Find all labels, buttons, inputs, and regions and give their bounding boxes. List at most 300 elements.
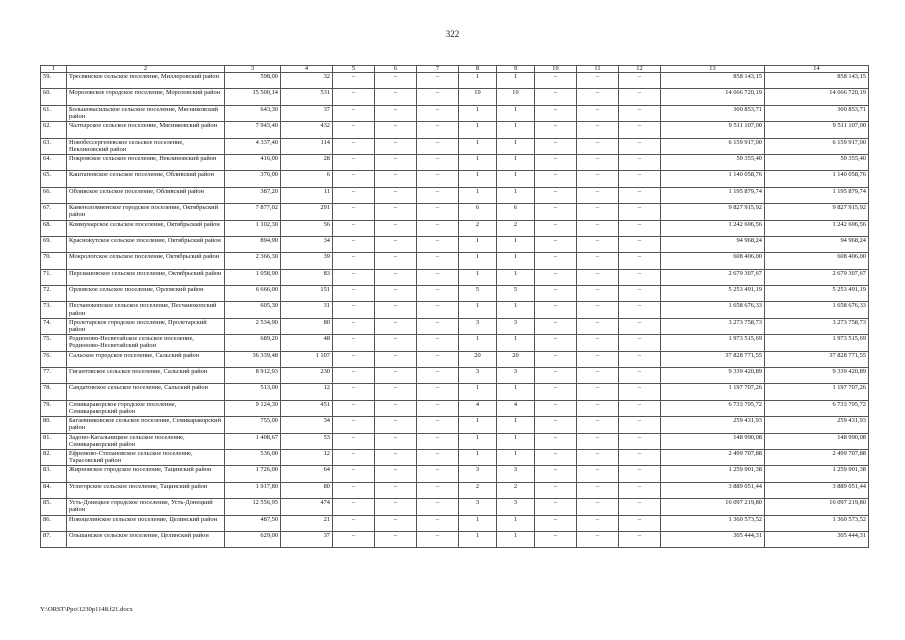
header-cell: 2 (67, 66, 225, 73)
col-11-cell: – (577, 335, 619, 351)
col-12-cell: – (619, 531, 661, 547)
residents-cell: 34 (281, 236, 333, 252)
settlement-name-cell: Усть-Донецкое городское поселение, Усть-Донецкий район (67, 499, 225, 515)
col-5-cell: – (333, 384, 375, 400)
table-row (41, 138, 869, 154)
settlement-name-cell: Новоцелинское сельское поселение, Целинский район (67, 515, 225, 531)
col-7-cell: – (417, 204, 459, 220)
area-cell: 598,00 (225, 73, 281, 89)
col-11-cell: – (577, 253, 619, 269)
col-12-cell: – (619, 335, 661, 351)
houses-count-2-cell: 2 (497, 482, 535, 498)
total-cost-2-cell: 1 242 606,56 (765, 220, 869, 236)
col-6-cell: – (375, 515, 417, 531)
row-number-cell: 83. (41, 466, 67, 482)
col-5-cell: – (333, 220, 375, 236)
houses-count-cell: 1 (459, 105, 497, 121)
row-number-cell: 61. (41, 105, 67, 121)
residents-cell: 64 (281, 466, 333, 482)
col-12-cell: – (619, 286, 661, 302)
col-11-cell: – (577, 89, 619, 105)
houses-count-cell: 1 (459, 531, 497, 547)
settlement-name-cell: Мокрологское сельское поселение, Октябрьский район (67, 253, 225, 269)
col-11-cell: – (577, 531, 619, 547)
residents-cell: 114 (281, 138, 333, 154)
settlement-name-cell: Морозовское городское поселение, Морозовский район (67, 89, 225, 105)
area-cell: 2 534,90 (225, 318, 281, 334)
area-cell: 487,50 (225, 515, 281, 531)
col-12-cell: – (619, 105, 661, 121)
table-row (41, 400, 869, 416)
area-cell: 8 912,93 (225, 368, 281, 384)
total-cost-2-cell: 1 658 676,33 (765, 302, 869, 318)
col-6-cell: – (375, 253, 417, 269)
residents-cell: 32 (281, 73, 333, 89)
row-number-cell: 80. (41, 417, 67, 433)
table-row (41, 335, 869, 351)
header-cell: 1 (41, 66, 67, 73)
header-cell: 4 (281, 66, 333, 73)
houses-count-cell: 3 (459, 318, 497, 334)
residents-cell: 151 (281, 286, 333, 302)
col-11-cell: – (577, 138, 619, 154)
row-number-cell: 65. (41, 171, 67, 187)
col-11-cell: – (577, 220, 619, 236)
header-cell: 14 (765, 66, 869, 73)
col-11-cell: – (577, 368, 619, 384)
col-7-cell: – (417, 433, 459, 449)
col-11-cell: – (577, 449, 619, 465)
houses-count-2-cell: 1 (497, 236, 535, 252)
houses-count-cell: 5 (459, 286, 497, 302)
residents-cell: 80 (281, 318, 333, 334)
houses-count-cell: 1 (459, 171, 497, 187)
settlement-name-cell: Гигантовское сельское поселение, Сальский район (67, 368, 225, 384)
total-cost-cell: 148 990,08 (661, 433, 765, 449)
houses-count-2-cell: 3 (497, 318, 535, 334)
table-row (41, 318, 869, 334)
area-cell: 416,00 (225, 154, 281, 170)
area-cell: 1 408,67 (225, 433, 281, 449)
houses-count-2-cell: 1 (497, 335, 535, 351)
houses-count-2-cell: 1 (497, 384, 535, 400)
col-10-cell: – (535, 220, 577, 236)
col-5-cell: – (333, 89, 375, 105)
residents-cell: 291 (281, 204, 333, 220)
residents-cell: 474 (281, 499, 333, 515)
col-5-cell: – (333, 515, 375, 531)
residents-cell: 28 (281, 154, 333, 170)
table-row (41, 466, 869, 482)
area-cell: 9 124,30 (225, 400, 281, 416)
row-number-cell: 60. (41, 89, 67, 105)
col-10-cell: – (535, 335, 577, 351)
col-7-cell: – (417, 154, 459, 170)
total-cost-2-cell: 2 679 307,67 (765, 269, 869, 285)
col-10-cell: – (535, 73, 577, 89)
houses-count-2-cell: 1 (497, 73, 535, 89)
col-6-cell: – (375, 122, 417, 138)
col-7-cell: – (417, 171, 459, 187)
total-cost-cell: 16 097 219,80 (661, 499, 765, 515)
settlement-name-cell: Багаевниковское сельское поселение, Семикаракорский район (67, 417, 225, 433)
area-cell: 755,00 (225, 417, 281, 433)
houses-count-cell: 1 (459, 236, 497, 252)
houses-count-cell: 1 (459, 433, 497, 449)
col-7-cell: – (417, 286, 459, 302)
settlement-name-cell: Каменоломненское городское поселение, Октябрьский район (67, 204, 225, 220)
total-cost-2-cell: 5 253 491,19 (765, 286, 869, 302)
houses-count-2-cell: 1 (497, 302, 535, 318)
col-12-cell: – (619, 89, 661, 105)
houses-count-cell: 1 (459, 187, 497, 203)
houses-count-cell: 1 (459, 449, 497, 465)
header-cell: 7 (417, 66, 459, 73)
area-cell: 689,20 (225, 335, 281, 351)
col-10-cell: – (535, 318, 577, 334)
row-number-cell: 62. (41, 122, 67, 138)
col-10-cell: – (535, 433, 577, 449)
col-7-cell: – (417, 89, 459, 105)
total-cost-cell: 305 444,31 (661, 531, 765, 547)
col-11-cell: – (577, 351, 619, 367)
settlement-name-cell: Семикаракорское городское поселение, Семикаракорский район (67, 400, 225, 416)
houses-count-2-cell: 3 (497, 466, 535, 482)
houses-count-cell: 1 (459, 122, 497, 138)
col-10-cell: – (535, 253, 577, 269)
area-cell: 643,30 (225, 105, 281, 121)
col-7-cell: – (417, 73, 459, 89)
settlement-name-cell: Ефремово-Степановское сельское поселение, Тарасовский район (67, 449, 225, 465)
table-row (41, 187, 869, 203)
total-cost-2-cell: 6 733 795,72 (765, 400, 869, 416)
col-6-cell: – (375, 73, 417, 89)
table-row (41, 286, 869, 302)
col-5-cell: – (333, 73, 375, 89)
residents-cell: 11 (281, 187, 333, 203)
residents-cell: 37 (281, 105, 333, 121)
total-cost-2-cell: 1 973 515,69 (765, 335, 869, 351)
col-10-cell: – (535, 368, 577, 384)
col-6-cell: – (375, 400, 417, 416)
col-12-cell: – (619, 269, 661, 285)
houses-count-cell: 1 (459, 154, 497, 170)
area-cell: 36 339,48 (225, 351, 281, 367)
header-cell: 5 (333, 66, 375, 73)
residents-cell: 21 (281, 515, 333, 531)
total-cost-cell: 59 355,40 (661, 154, 765, 170)
col-5-cell: – (333, 105, 375, 121)
houses-count-cell: 2 (459, 482, 497, 498)
residents-cell: 451 (281, 400, 333, 416)
settlement-name-cell: Тресвянское сельское поселение, Миллеровский район (67, 73, 225, 89)
total-cost-2-cell: 16 097 219,80 (765, 499, 869, 515)
col-5-cell: – (333, 417, 375, 433)
col-7-cell: – (417, 138, 459, 154)
col-10-cell: – (535, 269, 577, 285)
row-number-cell: 74. (41, 318, 67, 334)
table-row (41, 171, 869, 187)
col-6-cell: – (375, 482, 417, 498)
area-cell: 1 058,90 (225, 269, 281, 285)
table-row (41, 253, 869, 269)
col-5-cell: – (333, 154, 375, 170)
area-cell: 1 102,30 (225, 220, 281, 236)
col-5-cell: – (333, 400, 375, 416)
col-7-cell: – (417, 220, 459, 236)
col-11-cell: – (577, 417, 619, 433)
houses-count-2-cell: 1 (497, 417, 535, 433)
total-cost-2-cell: 9 511 107,00 (765, 122, 869, 138)
total-cost-2-cell: 3 889 051,44 (765, 482, 869, 498)
col-6-cell: – (375, 368, 417, 384)
col-7-cell: – (417, 400, 459, 416)
total-cost-cell: 858 143,15 (661, 73, 765, 89)
total-cost-cell: 2 679 307,67 (661, 269, 765, 285)
col-10-cell: – (535, 187, 577, 203)
total-cost-cell: 3 889 051,44 (661, 482, 765, 498)
col-10-cell: – (535, 515, 577, 531)
residents-cell: 83 (281, 269, 333, 285)
col-7-cell: – (417, 351, 459, 367)
area-cell: 7 943,40 (225, 122, 281, 138)
area-cell: 376,00 (225, 171, 281, 187)
col-5-cell: – (333, 187, 375, 203)
col-5-cell: – (333, 269, 375, 285)
houses-count-2-cell: 1 (497, 122, 535, 138)
residents-cell: 80 (281, 482, 333, 498)
total-cost-cell: 9 827 915,92 (661, 204, 765, 220)
houses-count-cell: 1 (459, 302, 497, 318)
col-11-cell: – (577, 286, 619, 302)
col-6-cell: – (375, 236, 417, 252)
table-row (41, 384, 869, 400)
row-number-cell: 87. (41, 531, 67, 547)
col-5-cell: – (333, 318, 375, 334)
houses-count-2-cell: 3 (497, 368, 535, 384)
col-6-cell: – (375, 154, 417, 170)
total-cost-2-cell: 608 406,00 (765, 253, 869, 269)
residents-cell: 48 (281, 335, 333, 351)
settlement-name-cell: Сандатовское сельское поселение, Сальский район (67, 384, 225, 400)
table-row (41, 204, 869, 220)
col-5-cell: – (333, 171, 375, 187)
col-10-cell: – (535, 286, 577, 302)
total-cost-cell: 1 140 058,76 (661, 171, 765, 187)
area-cell: 7 877,02 (225, 204, 281, 220)
total-cost-cell: 9 511 107,00 (661, 122, 765, 138)
col-10-cell: – (535, 466, 577, 482)
col-7-cell: – (417, 515, 459, 531)
total-cost-2-cell: 2 499 707,88 (765, 449, 869, 465)
col-11-cell: – (577, 499, 619, 515)
total-cost-2-cell: 1 140 058,76 (765, 171, 869, 187)
col-6-cell: – (375, 384, 417, 400)
col-6-cell: – (375, 351, 417, 367)
settlement-name-cell: Краснокутское сельское поселение, Октябрьский район (67, 236, 225, 252)
header-cell: 6 (375, 66, 417, 73)
total-cost-2-cell: 9 827 915,92 (765, 204, 869, 220)
settlement-name-cell: Новобессергеневское сельское поселение, Неклиновский район (67, 138, 225, 154)
col-12-cell: – (619, 154, 661, 170)
residents-cell: 53 (281, 433, 333, 449)
settlement-name-cell: Песчанокопское сельское поселение, Песчанокопский район (67, 302, 225, 318)
col-5-cell: – (333, 433, 375, 449)
area-cell: 2 366,30 (225, 253, 281, 269)
col-11-cell: – (577, 269, 619, 285)
col-11-cell: – (577, 236, 619, 252)
total-cost-2-cell: 3 273 758,73 (765, 318, 869, 334)
col-5-cell: – (333, 204, 375, 220)
col-5-cell: – (333, 236, 375, 252)
table-row (41, 302, 869, 318)
settlement-name-cell: Жирновское городское поселение, Тацинский район (67, 466, 225, 482)
row-number-cell: 68. (41, 220, 67, 236)
row-number-cell: 63. (41, 138, 67, 154)
row-number-cell: 66. (41, 187, 67, 203)
total-cost-2-cell: 858 143,15 (765, 73, 869, 89)
houses-count-2-cell: 1 (497, 105, 535, 121)
col-12-cell: – (619, 236, 661, 252)
settlement-name-cell: Ольшанское сельское поселение, Целинский район (67, 531, 225, 547)
col-7-cell: – (417, 318, 459, 334)
footer-file-path: Y:\ORST\Ppo\1230p1148.f21.docx (40, 606, 133, 613)
row-number-cell: 82. (41, 449, 67, 465)
col-6-cell: – (375, 187, 417, 203)
col-11-cell: – (577, 384, 619, 400)
col-6-cell: – (375, 499, 417, 515)
total-cost-cell: 6 733 795,72 (661, 400, 765, 416)
houses-count-2-cell: 1 (497, 171, 535, 187)
residents-cell: 432 (281, 122, 333, 138)
settlement-name-cell: Пролетарское городское поселение, Пролетарский район (67, 318, 225, 334)
houses-count-cell: 1 (459, 138, 497, 154)
residents-cell: 531 (281, 89, 333, 105)
row-number-cell: 84. (41, 482, 67, 498)
col-7-cell: – (417, 187, 459, 203)
row-number-cell: 85. (41, 499, 67, 515)
col-10-cell: – (535, 204, 577, 220)
residents-cell: 12 (281, 384, 333, 400)
area-cell: 12 556,95 (225, 499, 281, 515)
col-7-cell: – (417, 253, 459, 269)
col-6-cell: – (375, 171, 417, 187)
col-11-cell: – (577, 466, 619, 482)
settlement-name-cell: Родионово-Несветайское сельское поселение, Родионово-Несветайский район (67, 335, 225, 351)
col-6-cell: – (375, 138, 417, 154)
col-10-cell: – (535, 89, 577, 105)
table-row (41, 449, 869, 465)
col-12-cell: – (619, 253, 661, 269)
settlement-name-cell: Коммунарское сельское поселение, Октябрьский район (67, 220, 225, 236)
houses-count-2-cell: 1 (497, 449, 535, 465)
houses-count-cell: 2 (459, 220, 497, 236)
total-cost-cell: 259 431,93 (661, 417, 765, 433)
col-7-cell: – (417, 368, 459, 384)
row-number-cell: 71. (41, 269, 67, 285)
col-10-cell: – (535, 171, 577, 187)
table-row (41, 351, 869, 367)
col-7-cell: – (417, 122, 459, 138)
area-cell: 536,00 (225, 449, 281, 465)
row-number-cell: 70. (41, 253, 67, 269)
col-11-cell: – (577, 400, 619, 416)
header-cell: 12 (619, 66, 661, 73)
total-cost-2-cell: 37 828 771,55 (765, 351, 869, 367)
col-5-cell: – (333, 286, 375, 302)
col-11-cell: – (577, 187, 619, 203)
area-cell: 1 726,00 (225, 466, 281, 482)
area-cell: 629,00 (225, 531, 281, 547)
total-cost-2-cell: 1 360 573,52 (765, 515, 869, 531)
residents-cell: 1 107 (281, 351, 333, 367)
table-row (41, 220, 869, 236)
col-10-cell: – (535, 482, 577, 498)
total-cost-2-cell: 94 968,24 (765, 236, 869, 252)
total-cost-cell: 2 499 707,88 (661, 449, 765, 465)
table-row (41, 417, 869, 433)
col-7-cell: – (417, 269, 459, 285)
houses-count-cell: 1 (459, 269, 497, 285)
total-cost-2-cell: 6 159 917,00 (765, 138, 869, 154)
col-11-cell: – (577, 171, 619, 187)
header-cell: 10 (535, 66, 577, 73)
row-number-cell: 76. (41, 351, 67, 367)
col-12-cell: – (619, 482, 661, 498)
houses-count-cell: 1 (459, 515, 497, 531)
col-10-cell: – (535, 351, 577, 367)
houses-count-cell: 1 (459, 384, 497, 400)
col-12-cell: – (619, 187, 661, 203)
total-cost-2-cell: 1 259 901,38 (765, 466, 869, 482)
total-cost-2-cell: 1 197 707,26 (765, 384, 869, 400)
col-10-cell: – (535, 499, 577, 515)
houses-count-cell: 1 (459, 335, 497, 351)
table-row (41, 154, 869, 170)
col-10-cell: – (535, 417, 577, 433)
total-cost-cell: 37 828 771,55 (661, 351, 765, 367)
row-number-cell: 59. (41, 73, 67, 89)
col-12-cell: – (619, 368, 661, 384)
col-10-cell: – (535, 531, 577, 547)
houses-count-2-cell: 1 (497, 531, 535, 547)
col-6-cell: – (375, 269, 417, 285)
houses-count-2-cell: 1 (497, 154, 535, 170)
col-12-cell: – (619, 515, 661, 531)
col-7-cell: – (417, 302, 459, 318)
col-11-cell: – (577, 318, 619, 334)
col-10-cell: – (535, 449, 577, 465)
houses-count-2-cell: 1 (497, 269, 535, 285)
houses-count-cell: 4 (459, 400, 497, 416)
table-row (41, 236, 869, 252)
area-cell: 605,30 (225, 302, 281, 318)
total-cost-cell: 6 159 917,00 (661, 138, 765, 154)
col-12-cell: – (619, 400, 661, 416)
houses-count-cell: 20 (459, 351, 497, 367)
col-12-cell: – (619, 384, 661, 400)
table-row (41, 433, 869, 449)
settlement-name-cell: Каштановское сельское поселение, Обливский район (67, 171, 225, 187)
total-cost-cell: 9 339 420,89 (661, 368, 765, 384)
col-12-cell: – (619, 433, 661, 449)
houses-count-cell: 19 (459, 89, 497, 105)
col-5-cell: – (333, 138, 375, 154)
col-5-cell: – (333, 531, 375, 547)
houses-count-2-cell: 3 (497, 499, 535, 515)
row-number-cell: 69. (41, 236, 67, 252)
total-cost-cell: 1 259 901,38 (661, 466, 765, 482)
